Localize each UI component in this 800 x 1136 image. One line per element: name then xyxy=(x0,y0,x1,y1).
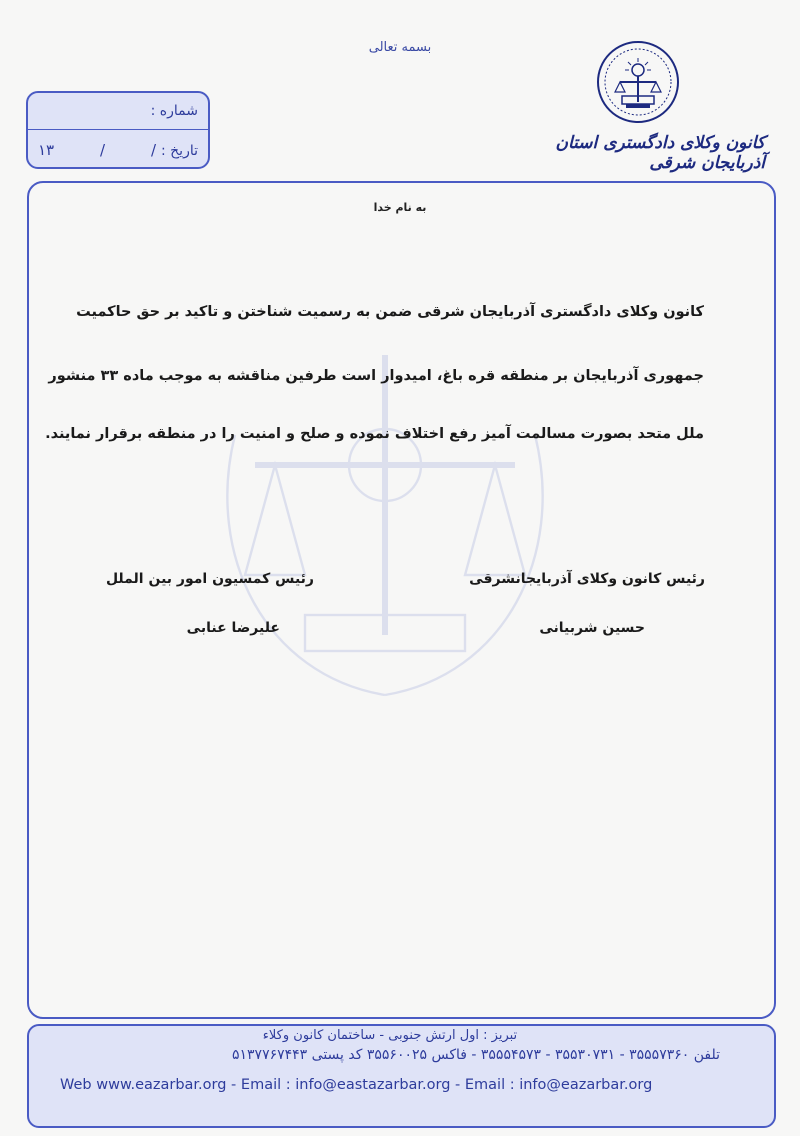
date-slash-1: / xyxy=(100,141,106,159)
box-divider xyxy=(28,129,208,130)
date-year: ۱۳ xyxy=(38,141,55,159)
bar-association-emblem-icon xyxy=(596,40,680,124)
date-label: تاریخ : xyxy=(160,143,198,159)
body-line-1: کانون وکلای دادگستری آذربایجان شرقی ضمن به رسمیت شناختن و تاکید بر حق حاکمیت xyxy=(76,304,704,320)
date-values xyxy=(38,141,156,159)
organization-title: کانون وکلای دادگستری استان آذربایجان شرقی xyxy=(555,133,765,173)
signatory-1-title: رئیس کانون وکلای آذربایجانشرقی xyxy=(469,571,705,587)
salutation: به نام خدا xyxy=(373,201,427,214)
bismillah-heading: بسمه تعالی xyxy=(368,40,432,55)
footer-address: تبریز : اول ارتش جنوبی - ساختمان کانون وکلاء xyxy=(262,1028,518,1043)
date-slash-2: / xyxy=(150,141,156,159)
signatory-2-name: علیرضا عنابی xyxy=(186,620,280,636)
footer-phones: تلفن ۳۵۵۵۷۳۶۰ - ۳۵۵۳۰۷۳۱ - ۳۵۵۵۴۵۷۳ - فاکس ۳۵۵۶۰۰۲۵ کد پستی ۵۱۳۷۷۶۷۴۴۳ xyxy=(232,1047,720,1063)
body-line-2: جمهوری آذربایجان بر منطقه قره باغ، امیدوار است طرفین مناقشه به موجب ماده ۳۳ منشور xyxy=(48,368,704,384)
signatory-2-title: رئیس کمسیون امور بین الملل xyxy=(105,571,314,587)
body-line-3: ملل متحد بصورت مسالمت آمیز رفع اختلاف نموده و صلح و امنیت را در منطقه برقرار نمایند. xyxy=(45,426,704,442)
signatory-1-name: حسین شربیانی xyxy=(539,620,645,636)
footer-web-email: Web www.eazarbar.org - Email : info@eastazarbar.org - Email : info@eazarbar.org xyxy=(60,1077,653,1093)
number-date-box xyxy=(26,91,210,169)
number-label: شماره : xyxy=(150,103,198,119)
